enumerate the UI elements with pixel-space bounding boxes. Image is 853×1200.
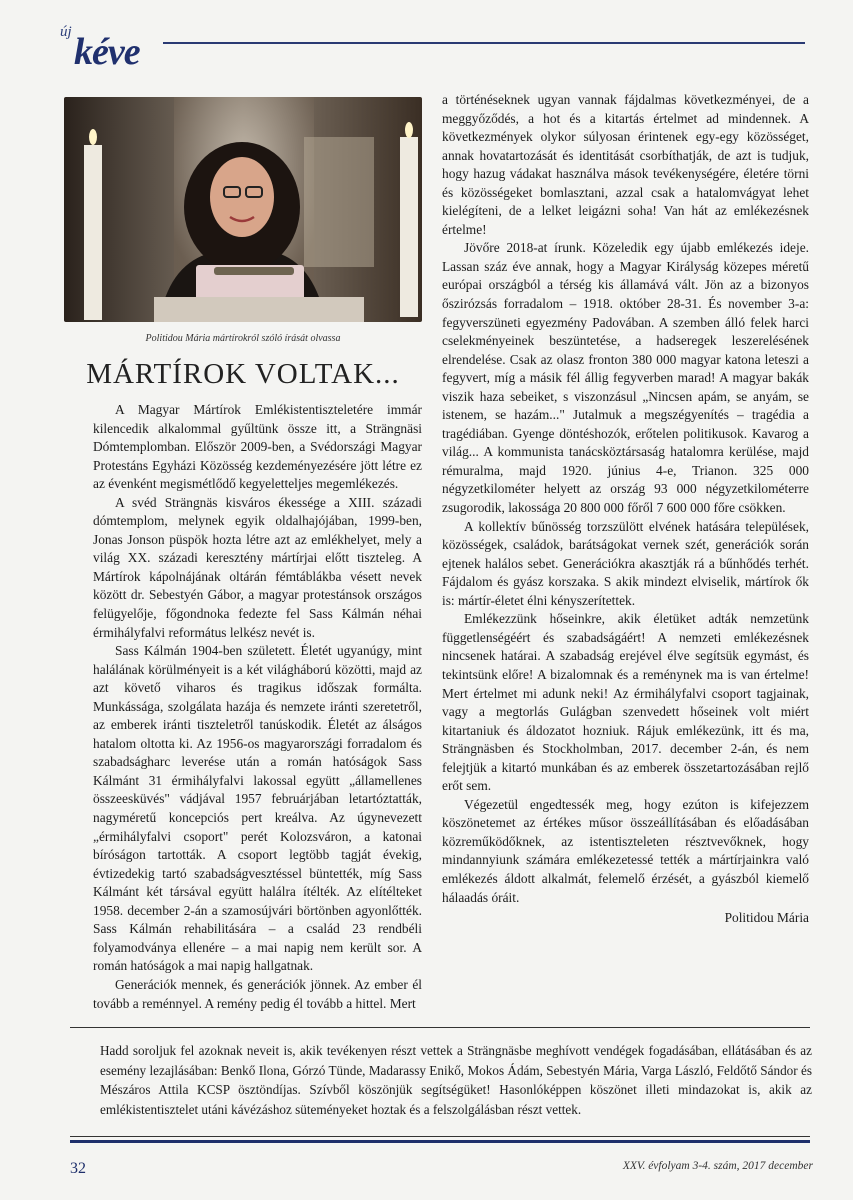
paragraph: A svéd Strängnäs kisváros ékessége a XIII. századi dómtemplom, melynek egyik oldalhajójában, 1999-ben, Jonas Jonson püspök hozta létre azt az emlékhelyet, mely a világ XX. századi keresztény mártírjai előtt tiszteleg. A Mártírok kápolnájának oltárán fémtáblákba vésett nevek között dr. Sebestyén Gábor, a magyar protestánsok országos felügyelője, főgondnoka fedezte fel Sass Kálmán néhai érmihályfalvi református lelkész nevét is. [93,494,422,640]
article-column-left [93,401,422,1013]
paragraph: A Magyar Mártírok Emlékistentiszteletére immár kilencedik alkalommal gyűltünk össze itt, a Strängnäsi Dómtemplomban. Először 2009-ben, a Svédországi Magyar Protestáns Egyházi Közösség kezdeményezésére jött létre ez az évenként megismétlődő kegyeletteljes megemlékezés. [93,402,422,492]
paragraph: Sass Kálmán 1904-ben született. Életét ugyanúgy, mint halálának körülményeit is a két világháború közötti, majd az azt követő viharos és tragikus időszak formálta. Munkássága, szolgálata hazája és nemzete iránti szeretetről, az emberek iránti tiszteletről tanúskodik. Életét az álságos hatalom oltotta ki. Az 1956-os magyarországi forradalom és szabadságharc leverése után a román hatóságok Sass Kálmánt 31 érmihályfalvi lakossal együtt „államellenes összeesküvés" vádjával 1957 februárjában letartóztatták, nagyméretű koncepciós pert kreálva. Az úgynevezett „érmihályfalvi csoport" perét Kolozsváron, a katonai bíróságon tartották. A csoport legtöbb tagját évekig, évtizedekig tartó szabadságvesztéssel büntették, míg Sass Kálmánt két társával együtt halálra ítélték. Az elítélteket 1958. december 2-án a szamosújvári börtönben agyonlőtték. Sass Kálmán rehabilitására – a család 23 rendbéli folyamodványa ellenére – a mai napig nem került sor. A román hatóságok a mai napig hallgatnak. [93,643,422,974]
article-column-right [442,91,809,928]
paragraph: Végezetül engedtessék meg, hogy ezúton is kifejezzem köszönetemet az értékes műsor összeállításában és előadásában közreműködőknek, az istentiszteleten résztvevőknek, hogy mindannyiunk számára emlékezetessé tették a mártírjainkra való emlékezés áldott alkalmát, felemelő érzését, a gyászból kiemelő hálaadás óráit. [442,796,809,905]
article-title: MÁRTÍROK VOLTAK... [86,358,400,390]
paragraph: Emlékezzünk hőseinkre, akik életüket adták nemzetünk függetlenségéért és szabadságáért! A nemzeti emlékezésnek nincsenek határai. A szabadság erejével élve segítsük egymást, és tekintsünk előre! A bizalomnak és a reménynek ma is van értelme! Mert értelmet mi adunk neki! Az érmihályfalvi csoport tagjainak, vagy a megtorlás Gulágban szenvedett hőseinek volt miért kitartaniuk és áldozatot hozniuk. Rájuk emlékezünk, itt és ma, Strängnäsben és Stockholmban, 2017. december 2-án, és nem felejtjük a kitartó munkában és az emberek összetartozásában rejlő erőt sem. [442,611,809,794]
paragraph: a történéseknek ugyan vannak fájdalmas következményei, de a meggyőződés, a hot és a kitartás értelmet ad mindennek. A következmények olykor súlyosan érintenek egy-egy közösséget, annak hovatartozását és identitását csorbíthatják, de azt is tudjuk, hogy hazug vádakat használva mások tevékenységére, életére törni és közösségeket bomlasztani, azzal csak a hatalomvágyat lehet kielégíteni, de a lelket leigázni soha! Van hát az emlékezésnek értelme! [442,92,809,237]
acknowledgement-note: Hadd soroljuk fel azoknak neveit is, akik tevékenyen részt vettek a Strängnäsbe meghívott vendégek fogadásában, ellátásában és az esemény lezajlásában: Benkő Ilona, Górzó Tünde, Madarassy Enikő, Mokos Ádám, Sebestyén Mária, Varga László, Feldőtő Sándor és Mészáros Attila KCSP ösztöndíjas. Szívből köszönjük segítségüket! Hasonlóképpen köszönet illeti mindazokat is, akik az emlékistentisztelet utáni kávézáshoz süteményeket hoztak és a felszolgálásban részt vettek. [100,1043,812,1117]
note-divider [70,1027,810,1028]
issue-info: XXV. évfolyam 3-4. szám, 2017 december [622,1160,813,1172]
speaker-photo [64,97,422,322]
photo-caption: Politidou Mária mártírokról szóló írását olvassa [145,333,341,344]
masthead-rule [163,42,805,44]
speaker-photo-image [64,97,422,322]
paragraph: A kollektív bűnösség torzszülött elvének hatására települések, közösségek, családok, barátságokat vernek szét, generációk során ejtenek halálos sebet. Generációkra akasztják rá a bűnhődés terhét. Fájdalom és gyász korszaka. S akik mindezt elviselik, mártírok ők is: mártír-életet élni kényszerítettek. [442,518,809,608]
masthead [58,22,808,72]
author-signature: Politidou Mária [724,910,809,926]
paragraph: Jövőre 2018-at írunk. Közeledik egy újabb emlékezés ideje. Lassan száz éve annak, hogy a Magyar Királyság közepes méretű európai országból a térség kis államává vált. Jön az a bizonyos őszirózsás forradalom – 1918. október 28-31. És november 3-a: fegyverszüneti egyezmény Padovában. A szemben álló felek harci cselekményeinek beszüntetése, a hadseregek leszerelésének elrendelése. Csak az olasz fronton 380 000 magyar katona leteszi a fegyvert, míg a másik fél állig fegyverben marad! A magyar bakák viszik haza sebeiket, s viszonzásul „Nincsen apám, se anyám, se istenem, se hazám..." Jutalmuk a megszégyenítés – tragédia a tragédiában. Gyenge döntéshozók, erőtelen politikusok. Kavarog a világ... A kommunista tanácsköztársaság hatalomra kerülése, majd rémuralma, majd 1920. június 4-e, Trianon. 325 000 négyzetkilométer helyett az ország 93 000 négyzetkilométerre zsugorodik, lakossága 20 800 000 főről 7 600 000 főre csökken. [442,240,809,516]
logo-keve: kéve [74,31,140,73]
logo-uj: új [60,24,72,40]
footer-rule-thin [70,1136,810,1137]
footer-rule-thick [70,1140,810,1143]
page-number: 32 [70,1160,86,1177]
paragraph: Generációk mennek, és generációk jönnek. Az ember él tovább a reménnyel. A remény pedig él tovább a hittel. Mert [93,976,422,1011]
